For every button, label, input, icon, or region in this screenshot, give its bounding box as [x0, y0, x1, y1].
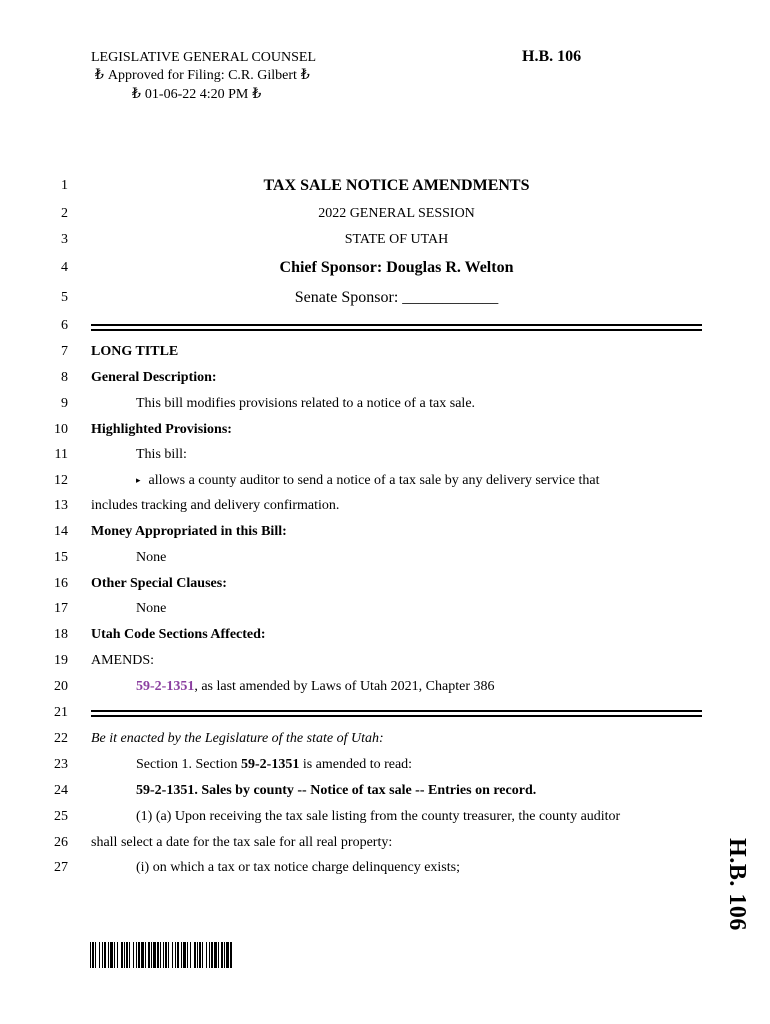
paragraph-line: (1) (a) Upon receiving the tax sale listing from the county treasurer, the county auditor [136, 809, 621, 824]
datetime-text: 01-06-22 4:20 PM [144, 87, 249, 102]
line-number: 20 [54, 679, 68, 694]
section-intro [136, 757, 412, 773]
line-number: 3 [61, 232, 68, 247]
section-intro-text: Section 1. Section [136, 757, 241, 772]
senate-sponsor: Senate Sponsor: ____________ [294, 289, 499, 306]
line-number: 17 [54, 601, 68, 616]
paragraph-line: (i) on which a tax or tax notice charge delinquency exists; [136, 860, 460, 875]
line-number: 22 [54, 731, 68, 746]
provision-continued: includes tracking and delivery confirmation. [91, 498, 340, 513]
line-number: 6 [61, 318, 68, 333]
line-number: 25 [54, 809, 68, 824]
header-approval [91, 66, 314, 85]
header-office: LEGISLATIVE GENERAL COUNSEL [91, 50, 317, 65]
long-title-heading: LONG TITLE [91, 344, 179, 359]
paragraph-line: shall select a date for the tax sale for all real property: [91, 835, 393, 850]
line-number: 7 [61, 344, 68, 359]
sidebar-bill-number [718, 837, 754, 931]
section-heading: 59-2-1351. Sales by county -- Notice of tax sale -- Entries on record. [136, 783, 537, 798]
line-number: 4 [61, 260, 68, 275]
line-number: 15 [54, 550, 68, 565]
bill-number-header: H.B. 106 [522, 48, 582, 65]
bill-title: TAX SALE NOTICE AMENDMENTS [263, 177, 530, 194]
general-description: This bill modifies provisions related to a notice of a tax sale. [136, 396, 476, 411]
session: 2022 GENERAL SESSION [318, 206, 475, 221]
special-clauses-heading: Other Special Clauses: [91, 576, 227, 591]
section-intro-number: 59-2-1351 [241, 757, 300, 772]
money-heading: Money Appropriated in this Bill: [91, 524, 287, 539]
line-number: 11 [54, 447, 68, 462]
section-intro-tail: is amended to read: [299, 757, 413, 772]
line-number: 27 [54, 860, 68, 875]
line-number: 18 [54, 627, 68, 642]
sidebar-bill-number-text: H.B. 106 [723, 837, 750, 931]
line-number: 24 [54, 783, 68, 798]
provision-item [136, 473, 600, 489]
line-number: 19 [54, 653, 68, 668]
line-number: 1 [61, 178, 68, 193]
filing-flag-icon: ₺ [132, 87, 141, 102]
affected-section [136, 679, 494, 695]
filing-flag-icon: ₺ [300, 68, 310, 83]
approval-text: Approved for Filing: C.R. Gilbert [107, 68, 297, 83]
line-number: 8 [61, 370, 68, 385]
header-datetime [128, 85, 265, 104]
line-number: 16 [54, 576, 68, 591]
highlighted-heading: Highlighted Provisions: [91, 422, 232, 437]
general-description-heading: General Description: [91, 370, 217, 385]
section-divider [91, 710, 702, 717]
line-number: 23 [54, 757, 68, 772]
line-number: 2 [61, 206, 68, 221]
this-bill: This bill: [136, 447, 187, 462]
line-number: 26 [54, 835, 68, 850]
section-divider [91, 324, 702, 331]
barcode-image [90, 942, 232, 968]
chief-sponsor: Chief Sponsor: Douglas R. Welton [279, 259, 514, 276]
special-clauses-value: None [136, 601, 167, 616]
line-number: 10 [54, 422, 68, 437]
line-number: 21 [54, 705, 68, 720]
enacting-clause: Be it enacted by the Legislature of the state of Utah: [91, 731, 384, 746]
line-number: 5 [61, 290, 68, 305]
line-number: 9 [61, 396, 68, 411]
line-number: 13 [54, 498, 68, 513]
line-number: 14 [54, 524, 68, 539]
filing-flag-icon: ₺ [95, 68, 104, 83]
section-link[interactable]: 59-2-1351 [136, 679, 195, 694]
state: STATE OF UTAH [344, 232, 449, 247]
amends-label: AMENDS: [91, 653, 155, 668]
money-value: None [136, 550, 167, 565]
provision-text: allows a county auditor to send a notice of a tax sale by any delivery service that [148, 473, 600, 488]
filing-flag-icon: ₺ [252, 87, 262, 102]
code-sections-heading: Utah Code Sections Affected: [91, 627, 266, 642]
bullet-icon: ▸ [136, 475, 141, 485]
section-description: , as last amended by Laws of Utah 2021, Chapter 386 [194, 679, 495, 694]
line-number: 12 [54, 473, 68, 488]
